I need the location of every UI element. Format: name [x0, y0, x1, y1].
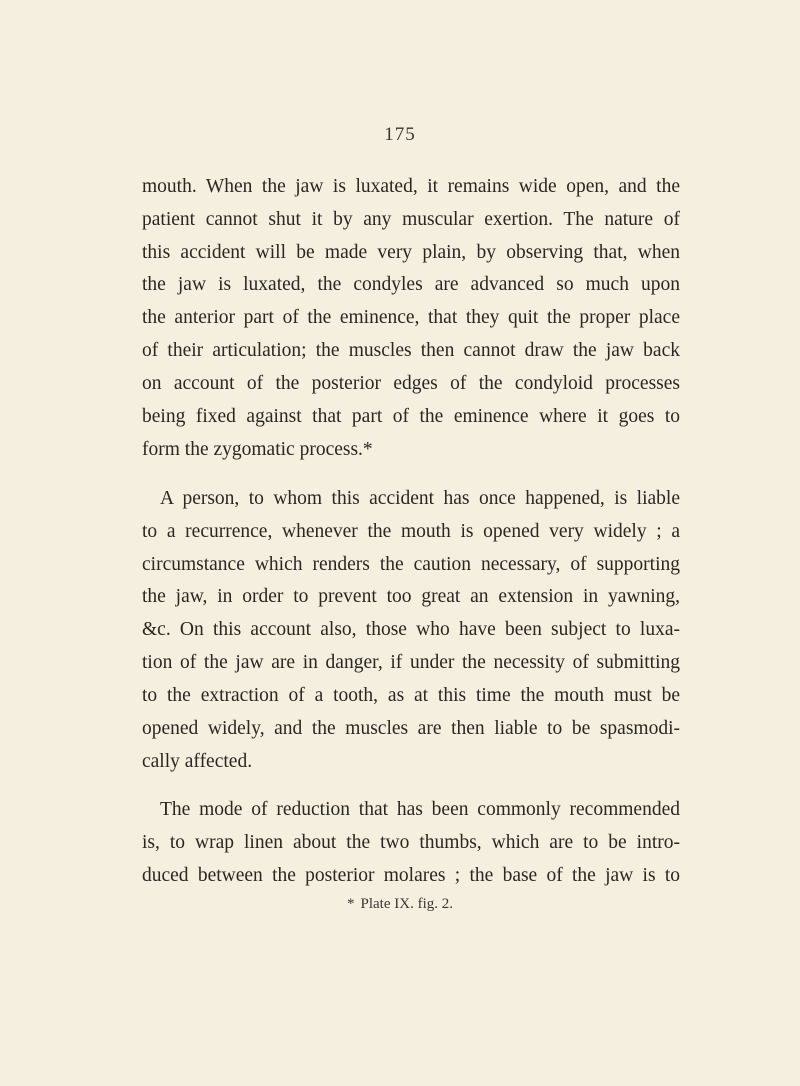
paragraph-2-line-1: A person, to whom this accident has once happened, is liable [160, 488, 680, 509]
paragraph-1-line-6: of their articulation; the muscles then cannot draw the jaw back [142, 340, 680, 361]
paragraph-1-line-9: form the zygomatic process.* [142, 439, 373, 460]
paragraph-2-line-5: &c. On this account also, those who have been subject to luxa- [142, 619, 680, 640]
paragraph-3-line-3: duced between the posterior molares ; the base of the jaw is to [142, 865, 680, 886]
paragraph-1-line-8: being fixed against that part of the eminence where it goes to [142, 406, 680, 427]
paragraph-1-line-4: the jaw is luxated, the condyles are advanced so much upon [142, 274, 680, 295]
footnote-mark: * [347, 896, 355, 912]
footnote-text: Plate IX. fig. 2. [360, 896, 453, 912]
page-number: 175 [384, 124, 416, 145]
paragraph-1-line-3: this accident will be made very plain, by observing that, when [142, 242, 680, 263]
paragraph-3-line-2: is, to wrap linen about the two thumbs, which are to be intro- [142, 832, 680, 853]
paragraph-2-line-7: to the extraction of a tooth, as at this time the mouth must be [142, 685, 680, 706]
paragraph-1-line-7: on account of the posterior edges of the condyloid processes [142, 373, 680, 394]
paragraph-1-line-5: the anterior part of the eminence, that they quit the proper place [142, 307, 680, 328]
paragraph-3-line-1: The mode of reduction that has been commonly recommended [160, 799, 680, 820]
paragraph-2-line-6: tion of the jaw are in danger, if under the necessity of submitting [142, 652, 680, 673]
paragraph-2-line-3: circumstance which renders the caution necessary, of supporting [142, 554, 680, 575]
paragraph-2-line-9: cally affected. [142, 751, 253, 772]
footnote [0, 896, 800, 913]
paragraph-2-line-2: to a recurrence, whenever the mouth is opened very widely ; a [142, 521, 680, 542]
paragraph-1-line-1: mouth. When the jaw is luxated, it remains wide open, and the [142, 176, 680, 197]
paragraph-2-line-8: opened widely, and the muscles are then liable to be spasmodi- [142, 718, 680, 739]
paragraph-1-line-2: patient cannot shut it by any muscular exertion. The nature of [142, 209, 680, 230]
paragraph-2-line-4: the jaw, in order to prevent too great an extension in yawning, [142, 586, 680, 607]
